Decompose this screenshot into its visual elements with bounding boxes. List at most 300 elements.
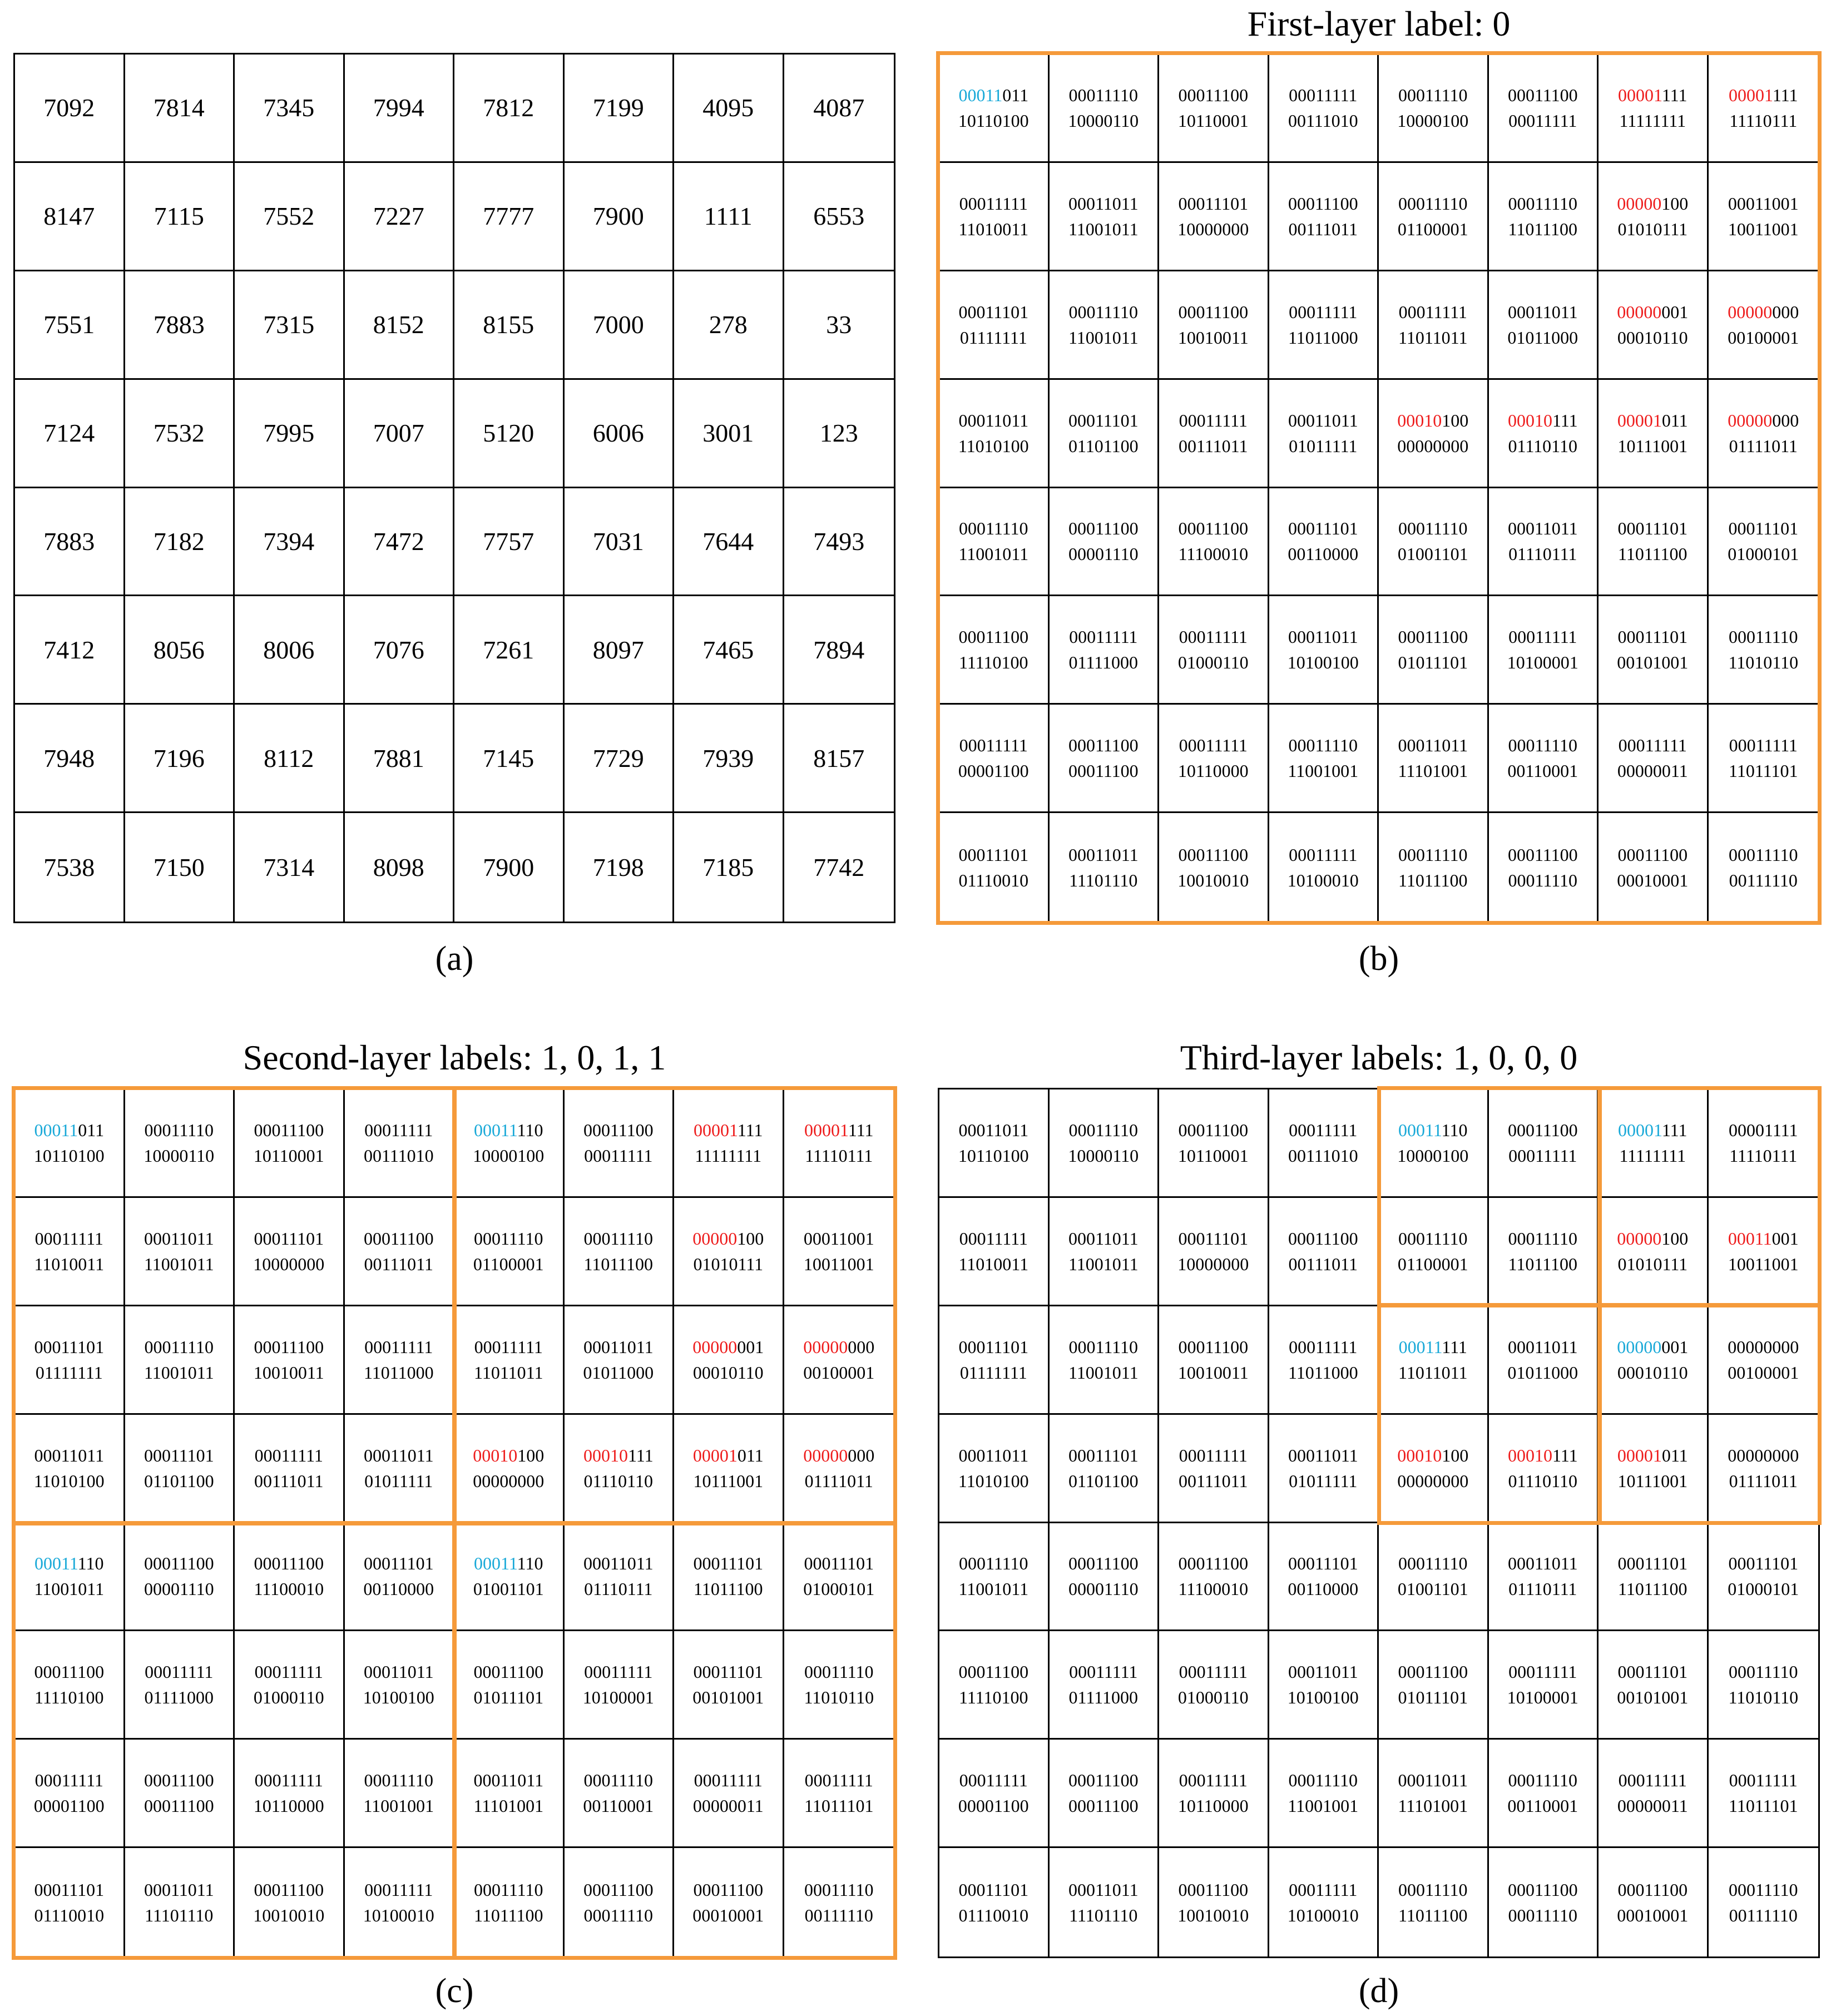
grid-cell: [1599, 1415, 1709, 1523]
cell-value: 7150: [153, 853, 205, 882]
cell-value: 7076: [373, 635, 424, 664]
cell-value: 8157: [813, 744, 865, 772]
cell-high-byte: 00011111: [1179, 627, 1248, 647]
cell-value: 7881: [373, 744, 424, 772]
grid-cell: [235, 1523, 345, 1632]
grid-cell: [15, 1848, 125, 1956]
cell-low-byte: 11001011: [958, 1579, 1029, 1599]
cell-high-byte: 00011101: [1068, 410, 1139, 430]
remaining-bits: 110: [517, 1120, 543, 1140]
grid-cell: [1159, 488, 1269, 597]
cell-low-byte: 00010110: [1617, 327, 1688, 348]
grid-cell: [1050, 488, 1160, 597]
grid-cell: [1050, 1740, 1160, 1848]
grid-cell: [1269, 488, 1379, 597]
grid-cell: [1709, 813, 1819, 922]
grid-cell: [454, 1848, 565, 1956]
cell-high-byte: 00011111: [254, 1662, 323, 1682]
cell-value: 7883: [153, 310, 205, 339]
cell-high-byte: [474, 1551, 543, 1576]
grid-cell: [1489, 488, 1599, 597]
cell-high-byte: 00011110: [1398, 193, 1468, 214]
cell-low-byte: 01001101: [1397, 544, 1468, 564]
cell-high-byte: 00011111: [1289, 844, 1358, 865]
grid-cell: [454, 1306, 565, 1415]
grid-cell: [454, 488, 565, 597]
grid-cell: [1379, 1740, 1489, 1848]
grid-cell: [1379, 380, 1489, 488]
grid-cell: [1159, 1740, 1269, 1848]
decimal-value-grid: [13, 53, 895, 923]
cell-low-byte: 01000101: [1728, 544, 1799, 564]
cell-value: 6006: [592, 419, 644, 448]
grid-cell: [784, 1198, 894, 1306]
grid-cell: [454, 596, 565, 705]
cell-high-byte: 00011110: [1398, 518, 1468, 539]
grid-cell: [15, 271, 125, 380]
grid-cell: [1709, 380, 1819, 488]
grid-cell: [1599, 1848, 1709, 1956]
cell-low-byte: 01011000: [1507, 327, 1578, 348]
grid-cell: [125, 488, 235, 597]
cell-high-byte: 00011111: [1179, 1662, 1248, 1682]
grid-cell: [345, 1740, 455, 1848]
grid-cell: [939, 705, 1050, 813]
cell-low-byte: 10110001: [253, 1145, 324, 1166]
cell-high-byte: [693, 1443, 764, 1468]
cell-high-byte: 00011101: [34, 1336, 105, 1357]
grid-cell: [345, 380, 455, 488]
cell-high-byte: 00011101: [958, 1336, 1029, 1357]
grid-cell: [235, 55, 345, 163]
cell-high-byte: 00011011: [1068, 1879, 1139, 1900]
cell-value: 8147: [43, 202, 95, 231]
cell-high-byte: 00011111: [1508, 1662, 1577, 1682]
cell-low-byte: 11101110: [1069, 1905, 1138, 1925]
cell-low-byte: 01101100: [1068, 435, 1139, 456]
cell-high-byte: [1508, 1443, 1578, 1468]
cell-high-byte: 00011011: [34, 1445, 105, 1465]
grid-cell: [565, 813, 675, 922]
cell-low-byte: 01001101: [473, 1579, 544, 1599]
cell-low-byte: 01011111: [364, 1470, 433, 1491]
cell-low-byte: 00111011: [254, 1470, 324, 1491]
cell-high-byte: 00011100: [583, 1120, 654, 1140]
grid-cell: [784, 1631, 894, 1740]
cell-low-byte: 01011111: [1289, 1470, 1358, 1491]
cell-high-byte: 00011111: [364, 1336, 433, 1357]
binary-value-grid: [938, 53, 1820, 923]
grid-cell: [15, 1415, 125, 1523]
cell-high-byte: 00011100: [1398, 627, 1468, 647]
msb-highlight: 00001: [1617, 1445, 1662, 1465]
cell-low-byte: 00111010: [1288, 110, 1358, 131]
grid-cell: [1709, 163, 1819, 271]
grid-cell: [345, 705, 455, 813]
cell-high-byte: 00011100: [958, 627, 1029, 647]
cell-value: 7465: [702, 635, 754, 664]
cell-high-byte: 00011101: [1068, 1445, 1139, 1465]
grid-cell: [345, 1089, 455, 1198]
grid-cell: [784, 271, 894, 380]
cell-high-byte: 00011111: [474, 1336, 543, 1357]
grid-cell: [1269, 1523, 1379, 1632]
cell-low-byte: 01000101: [803, 1579, 875, 1599]
cell-value: 7115: [154, 202, 204, 231]
cell-value: 7182: [153, 527, 205, 556]
remaining-bits: 000: [848, 1336, 875, 1357]
cell-low-byte: 00010110: [1617, 1362, 1688, 1383]
cell-high-byte: [803, 1443, 874, 1468]
grid-cell: [15, 1089, 125, 1198]
grid-cell: [345, 1631, 455, 1740]
grid-cell: [1159, 1631, 1269, 1740]
grid-cell: [784, 163, 894, 271]
cell-high-byte: 00011100: [1288, 193, 1358, 214]
panel-b: [938, 4, 1820, 1009]
grid-cell: [345, 55, 455, 163]
cell-low-byte: 10010010: [1177, 1905, 1249, 1925]
cell-high-byte: 00011011: [1068, 1228, 1139, 1249]
grid-cell: [565, 705, 675, 813]
grid-cell: [345, 813, 455, 922]
cell-high-byte: 00011101: [693, 1553, 764, 1574]
grid-cell: [454, 271, 565, 380]
cell-high-byte: 00011110: [474, 1879, 543, 1900]
cell-high-byte: 00011110: [804, 1879, 874, 1900]
cell-low-byte: 01100001: [1397, 1254, 1468, 1274]
cell-low-byte: 11110100: [959, 1687, 1028, 1708]
grid-cell: [1159, 1306, 1269, 1415]
cell-high-byte: 00011100: [363, 1228, 434, 1249]
grid-cell: [565, 1415, 675, 1523]
cell-low-byte: 00100001: [1728, 327, 1799, 348]
cell-high-byte: [1618, 1117, 1687, 1143]
cell-low-byte: 10110000: [253, 1796, 324, 1816]
grid-cell: [939, 1089, 1050, 1198]
cell-high-byte: 00011111: [1069, 627, 1138, 647]
remaining-bits: 011: [1002, 85, 1029, 105]
cell-low-byte: 00110001: [583, 1796, 654, 1816]
cell-low-byte: 11011101: [804, 1796, 874, 1816]
cell-high-byte: 00011111: [1179, 1770, 1248, 1791]
cell-high-byte: 00011110: [583, 1228, 653, 1249]
remaining-bits: 001: [737, 1336, 764, 1357]
cell-high-byte: 00011110: [1729, 1879, 1798, 1900]
cell-low-byte: 11011101: [1729, 761, 1798, 781]
cell-low-byte: 10100100: [1287, 1687, 1359, 1708]
grid-cell: [565, 1306, 675, 1415]
cell-low-byte: 11010110: [804, 1687, 874, 1708]
grid-cell: [125, 55, 235, 163]
grid-cell: [345, 596, 455, 705]
grid-cell: [15, 1198, 125, 1306]
remaining-bits: 011: [1661, 410, 1688, 430]
binary-value-grid: [13, 1088, 895, 1958]
grid-cell: [15, 1631, 125, 1740]
grid-cell: [1159, 380, 1269, 488]
grid-cell: [125, 1198, 235, 1306]
grid-cell: [939, 1306, 1050, 1415]
cell-high-byte: 00011111: [1618, 735, 1687, 756]
grid-cell: [15, 55, 125, 163]
cell-low-byte: 00001110: [1068, 1579, 1139, 1599]
cell-high-byte: 00011111: [959, 735, 1028, 756]
cell-low-byte: 00111110: [804, 1905, 873, 1925]
cell-low-byte: 10110000: [1177, 761, 1249, 781]
remaining-bits: 000: [848, 1445, 875, 1465]
cell-high-byte: [804, 1117, 873, 1143]
cell-value: 7552: [263, 202, 315, 231]
grid-cell: [674, 488, 784, 597]
cell-value: 7199: [592, 93, 644, 122]
grid-cell: [1599, 163, 1709, 271]
cell-low-byte: 00111011: [364, 1254, 433, 1274]
cell-high-byte: 00011100: [143, 1553, 214, 1574]
cell-low-byte: 10000100: [1397, 1145, 1469, 1166]
cell-high-byte: 00011110: [144, 1336, 214, 1357]
grid-cell: [1269, 1631, 1379, 1740]
grid-cell: [1159, 1198, 1269, 1306]
cell-low-byte: 10000100: [1397, 110, 1469, 131]
cell-high-byte: 00011101: [254, 1228, 324, 1249]
msb-highlight: 00001: [692, 1445, 738, 1465]
cell-high-byte: 00011011: [958, 410, 1029, 430]
grid-cell: [939, 1523, 1050, 1632]
cell-high-byte: 00011101: [1728, 518, 1799, 539]
grid-cell: [125, 380, 235, 488]
grid-cell: [15, 1523, 125, 1632]
cell-low-byte: 10010011: [253, 1362, 324, 1383]
cell-high-byte: 00011111: [1179, 735, 1248, 756]
cell-value: 7742: [813, 853, 865, 882]
cell-high-byte: 00011100: [1068, 735, 1139, 756]
cell-value: 7394: [263, 527, 315, 556]
grid-cell: [939, 1848, 1050, 1956]
cell-high-byte: 00011011: [1068, 193, 1139, 214]
grid-cell: [235, 813, 345, 922]
grid-cell: [1379, 1631, 1489, 1740]
cell-high-byte: 00011111: [364, 1879, 433, 1900]
cell-high-byte: 00011100: [34, 1662, 105, 1682]
grid-cell: [1379, 1306, 1489, 1415]
cell-low-byte: 10111001: [1617, 1470, 1688, 1491]
cell-low-byte: 00100001: [803, 1362, 875, 1383]
cell-high-byte: 00011110: [364, 1770, 433, 1791]
cell-high-byte: 00001111: [1729, 1120, 1798, 1140]
grid-cell: [1159, 271, 1269, 380]
cell-low-byte: 01110010: [958, 870, 1029, 890]
cell-low-byte: 11111111: [695, 1145, 762, 1166]
remaining-bits: 111: [737, 1120, 763, 1140]
cell-high-byte: 00011011: [143, 1228, 214, 1249]
remaining-bits: 110: [1441, 1120, 1468, 1140]
grid-cell: [1489, 813, 1599, 922]
grid-cell: [1599, 1089, 1709, 1198]
grid-cell: [784, 1740, 894, 1848]
cell-low-byte: 00011111: [1508, 1145, 1577, 1166]
cell-value: 278: [709, 310, 748, 339]
cell-value: 7757: [483, 527, 535, 556]
msb-highlight: 00011: [34, 1120, 78, 1140]
cell-low-byte: 00000000: [1397, 435, 1469, 456]
grid-cell: [235, 705, 345, 813]
cell-low-byte: 10011001: [1728, 1254, 1799, 1274]
grid-cell: [1050, 1415, 1160, 1523]
grid-cell: [1050, 1089, 1160, 1198]
cell-high-byte: 00011111: [959, 1770, 1028, 1791]
cell-high-byte: 00011110: [474, 1228, 543, 1249]
cell-low-byte: 01011101: [1398, 652, 1468, 673]
msb-highlight: 00010: [583, 1445, 628, 1465]
cell-value: 7777: [483, 202, 535, 231]
cell-low-byte: 10110001: [1177, 1145, 1249, 1166]
cell-high-byte: [473, 1443, 544, 1468]
grid-cell: [1599, 488, 1709, 597]
cell-low-byte: 11001011: [143, 1362, 214, 1383]
msb-highlight: 00001: [1617, 410, 1662, 430]
grid-cell: [454, 705, 565, 813]
cell-low-byte: 00111011: [1179, 435, 1248, 456]
cell-high-byte: 00011011: [1507, 301, 1578, 322]
cell-high-byte: 00011101: [1288, 1553, 1358, 1574]
grid-cell: [1050, 1198, 1160, 1306]
cell-low-byte: 00111110: [1729, 870, 1798, 890]
cell-low-byte: 11011000: [1288, 1362, 1358, 1383]
grid-cell: [1489, 596, 1599, 705]
cell-high-byte: 00011011: [1398, 735, 1468, 756]
grid-cell: [1599, 813, 1709, 922]
grid-cell: [565, 380, 675, 488]
cell-low-byte: 11101110: [145, 1905, 214, 1925]
cell-low-byte: 10011001: [1728, 219, 1799, 239]
grid-cell: [565, 1631, 675, 1740]
cell-low-byte: 11001001: [1288, 1796, 1359, 1816]
cell-value: 7196: [153, 744, 205, 772]
cell-high-byte: 00011101: [1617, 1553, 1688, 1574]
cell-high-byte: 00011110: [1508, 1770, 1577, 1791]
cell-high-byte: 00011100: [473, 1662, 544, 1682]
remaining-bits: 111: [1661, 85, 1688, 105]
cell-high-byte: [474, 1117, 543, 1143]
cell-high-byte: 00011111: [804, 1770, 873, 1791]
grid-cell: [454, 1740, 565, 1848]
cell-value: 7007: [373, 419, 424, 448]
cell-low-byte: 11010011: [34, 1254, 105, 1274]
grid-cell: [454, 163, 565, 271]
cell-high-byte: [1508, 408, 1578, 433]
cell-low-byte: 10100010: [1287, 1905, 1359, 1925]
cell-low-byte: 11011011: [1398, 1362, 1468, 1383]
grid-cell: [1709, 271, 1819, 380]
cell-low-byte: 01111111: [959, 327, 1027, 348]
cell-low-byte: 00111011: [1179, 1470, 1248, 1491]
grid-cell: [1050, 271, 1160, 380]
cell-low-byte: 00001110: [143, 1579, 214, 1599]
cell-high-byte: 00011100: [1068, 518, 1139, 539]
grid-cell: [1489, 1848, 1599, 1956]
cell-value: 8155: [483, 310, 535, 339]
grid-cell: [784, 1523, 894, 1632]
grid-cell: [565, 596, 675, 705]
remaining-bits: 110: [517, 1553, 543, 1574]
grid-cell: [565, 1523, 675, 1632]
msb-highlight: 00001: [1729, 85, 1773, 105]
grid-cell: [1379, 488, 1489, 597]
panel-caption: (b): [1358, 940, 1399, 978]
cell-high-byte: 00011101: [143, 1445, 214, 1465]
cell-low-byte: 10111001: [1617, 435, 1688, 456]
cell-low-byte: 11100010: [1178, 544, 1249, 564]
cell-high-byte: 00011110: [1729, 627, 1798, 647]
msb-highlight: 00000: [1617, 193, 1662, 214]
cell-high-byte: 00011011: [958, 1120, 1029, 1140]
remaining-bits: 111: [627, 1445, 654, 1465]
grid-cell: [1599, 1740, 1709, 1848]
cell-low-byte: 00110001: [1507, 761, 1578, 781]
cell-low-byte: 00111110: [1729, 1905, 1798, 1925]
grid-cell: [1599, 1198, 1709, 1306]
cell-low-byte: 11101001: [473, 1796, 544, 1816]
grid-cell: [1159, 1848, 1269, 1956]
cell-high-byte: 00011110: [959, 1553, 1028, 1574]
grid-cell: [1599, 1306, 1709, 1415]
cell-low-byte: 11010110: [1728, 1687, 1799, 1708]
remaining-bits: 011: [1661, 1445, 1688, 1465]
grid-cell: [784, 55, 894, 163]
cell-low-byte: 11001011: [143, 1254, 214, 1274]
remaining-bits: 001: [1661, 301, 1689, 322]
cell-high-byte: 00011111: [1618, 1770, 1687, 1791]
grid-cell: [345, 1415, 455, 1523]
cell-low-byte: 11101110: [1069, 870, 1138, 890]
cell-low-byte: 11011100: [1618, 544, 1688, 564]
cell-high-byte: [1397, 408, 1468, 433]
grid-cell: [125, 1089, 235, 1198]
panel-a: [13, 53, 895, 1009]
cell-low-byte: 00010001: [1617, 870, 1689, 890]
remaining-bits: 011: [737, 1445, 764, 1465]
grid-cell: [1050, 1306, 1160, 1415]
msb-highlight: 00000: [1728, 301, 1773, 322]
grid-cell: [1269, 705, 1379, 813]
cell-low-byte: 00011110: [1508, 1905, 1577, 1925]
cell-high-byte: 00011110: [1068, 1120, 1138, 1140]
cell-high-byte: [1399, 1334, 1467, 1360]
grid-cell: [125, 1740, 235, 1848]
grid-cell: [1050, 813, 1160, 922]
cell-high-byte: 00011100: [1178, 301, 1249, 322]
cell-high-byte: 00011101: [804, 1553, 874, 1574]
cell-low-byte: 00000000: [473, 1470, 545, 1491]
grid-cell: [15, 1306, 125, 1415]
grid-cell: [1599, 705, 1709, 813]
cell-low-byte: 10000000: [253, 1254, 325, 1274]
cell-low-byte: 11011100: [583, 1254, 653, 1274]
grid-cell: [235, 488, 345, 597]
grid-cell: [1709, 1848, 1819, 1956]
remaining-bits: 100: [1442, 1445, 1469, 1465]
panel-caption: (c): [435, 1972, 474, 2010]
cell-high-byte: 00011110: [1729, 844, 1798, 865]
cell-high-byte: 00011101: [693, 1662, 764, 1682]
cell-low-byte: 00001100: [33, 1796, 105, 1816]
cell-low-byte: 11011100: [1398, 1905, 1468, 1925]
cell-low-byte: 10000100: [473, 1145, 545, 1166]
grid-cell: [235, 1306, 345, 1415]
cell-high-byte: 00011111: [34, 1770, 103, 1791]
cell-high-byte: 00011101: [1617, 1662, 1688, 1682]
